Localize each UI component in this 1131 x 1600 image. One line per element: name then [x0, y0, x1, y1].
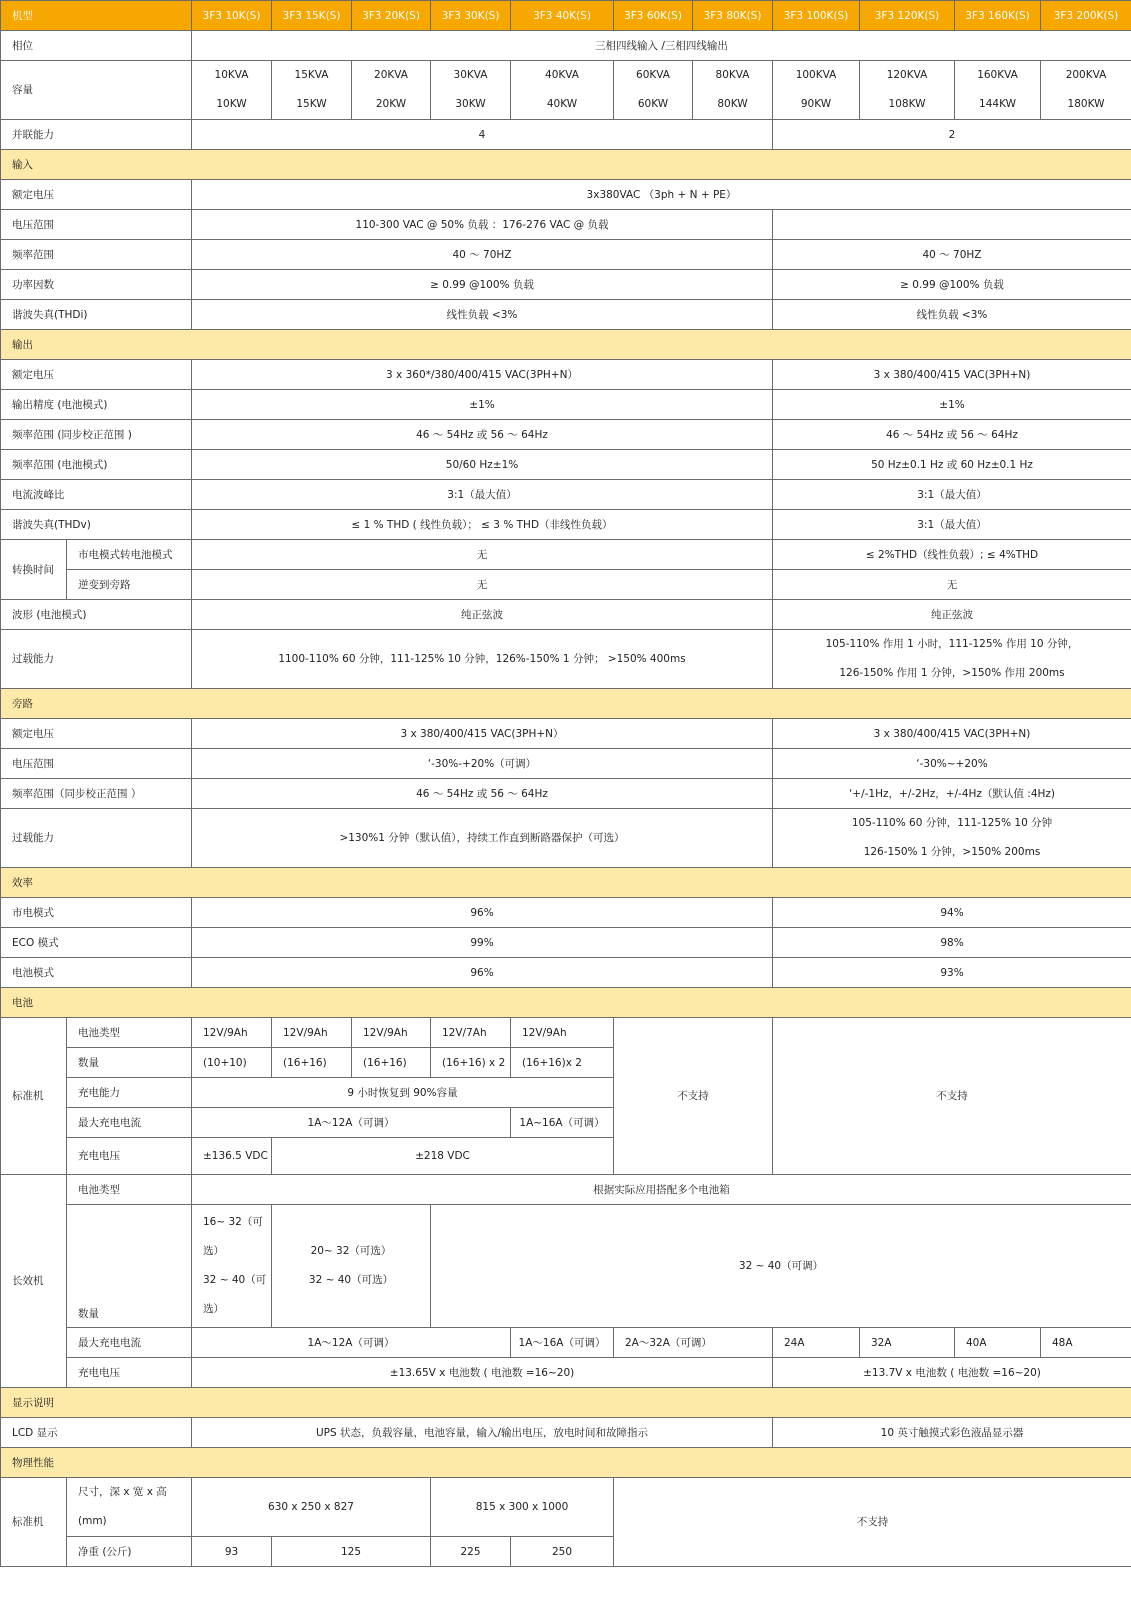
- cell-value: 9 小时恢复到 90%容量: [192, 1078, 614, 1108]
- section-header-output: [1, 330, 1131, 360]
- cell-value: ‘-30%~+20%: [773, 749, 1131, 779]
- cell-value: [773, 630, 1131, 689]
- cell-value: 94%: [773, 898, 1131, 928]
- table-row: [1, 570, 1131, 600]
- row-group-label: 标准机: [1, 1478, 67, 1567]
- row-sublabel: 市电模式转电池模式: [67, 540, 192, 570]
- cell-value: 3 x 380/400/415 VAC(3PH+N): [773, 719, 1131, 749]
- cell-value: ±136.5 VDC: [192, 1138, 272, 1175]
- row-sublabel: 电池类型: [67, 1175, 192, 1205]
- cell-value: 40A: [955, 1328, 1041, 1358]
- table-row: [1, 898, 1131, 928]
- table-row: [1, 749, 1131, 779]
- capacity-kw: 15KW: [296, 98, 327, 110]
- capacity-kw: 108KW: [888, 98, 926, 110]
- cell-value: 24A: [773, 1328, 860, 1358]
- table-row: [1, 31, 1131, 61]
- row-sublabel: 数量: [67, 1048, 192, 1078]
- table-row: [1, 120, 1131, 150]
- row-sublabel: 充电能力: [67, 1078, 192, 1108]
- cell-value: 46 ～ 54Hz 或 56 ～ 64Hz: [773, 420, 1131, 450]
- table-row: [1, 240, 1131, 270]
- capacity-kva: 20KVA: [374, 69, 408, 81]
- cell-value: 46 ～ 54Hz 或 56 ～ 64Hz: [192, 779, 773, 809]
- model-name: 3F3 10K(S): [192, 1, 272, 31]
- cell-value: 1A～16A（可调）: [511, 1328, 614, 1358]
- capacity-kw: 90KW: [800, 98, 832, 110]
- section-header-display: [1, 1388, 1131, 1418]
- cell-value: 815 x 300 x 1000: [431, 1478, 614, 1537]
- table-row: [1, 420, 1131, 450]
- dim-label-line: 尺寸，深 x 宽 x 高: [78, 1486, 167, 1498]
- cell-value: 10 英寸触摸式彩色液晶显示器: [773, 1418, 1131, 1448]
- header-row: [1, 1, 1131, 31]
- qty-line: 32 ~ 40（可: [203, 1274, 267, 1286]
- row-label: 电压范围: [1, 210, 192, 240]
- row-label: 频率范围 (电池模式): [1, 450, 192, 480]
- cell-value: ±13.7V x 电池数 ( 电池数 =16~20): [773, 1358, 1131, 1388]
- capacity-cell: [955, 61, 1041, 120]
- cell-value: 99%: [192, 928, 773, 958]
- cell-value: 1A～12A（可调）: [192, 1328, 511, 1358]
- cell-value: 110-300 VAC @ 50% 负载 ：176-276 VAC @ 负载: [192, 210, 773, 240]
- cell-value: ‘-30%-+20%（可调）: [192, 749, 773, 779]
- capacity-cell: [431, 61, 511, 120]
- table-row: [1, 390, 1131, 420]
- table-row: [1, 928, 1131, 958]
- capacity-kva: 15KVA: [294, 69, 329, 81]
- cell-value: 40 ～ 70HZ: [773, 240, 1131, 270]
- row-label: 输出精度 (电池模式): [1, 390, 192, 420]
- capacity-kva: 120KVA: [886, 69, 928, 81]
- row-label: 谐波失真(THDi): [1, 300, 192, 330]
- table-row: [1, 510, 1131, 540]
- capacity-kva: 100KVA: [795, 69, 837, 81]
- model-name: 3F3 40K(S): [511, 1, 614, 31]
- row-label: 并联能力: [1, 120, 192, 150]
- capacity-cell: [1041, 61, 1131, 120]
- row-label: 过载能力: [1, 809, 192, 868]
- section-title: 旁路: [1, 689, 1131, 719]
- row-group-label: 长效机: [1, 1175, 67, 1388]
- cell-value: 1A～12A（可调）: [192, 1108, 511, 1138]
- cell-value: 3 x 380/400/415 VAC(3PH+N): [773, 360, 1131, 390]
- capacity-cell: [352, 61, 431, 120]
- cell-value: 50 Hz±0.1 Hz 或 60 Hz±0.1 Hz: [773, 450, 1131, 480]
- cell-value: 3:1（最大值）: [773, 480, 1131, 510]
- section-header-physical: [1, 1448, 1131, 1478]
- cell-value: 32A: [860, 1328, 955, 1358]
- capacity-cell: [192, 61, 272, 120]
- cell-value: 纯正弦波: [773, 600, 1131, 630]
- table-row: [1, 1418, 1131, 1448]
- capacity-kw: 10KW: [216, 98, 247, 110]
- cell-value: 不支持: [614, 1478, 1131, 1567]
- table-row: [1, 450, 1131, 480]
- cell-value: (16+16): [272, 1048, 352, 1078]
- cell-value: 96%: [192, 958, 773, 988]
- cell-value: 630 x 250 x 827: [192, 1478, 431, 1537]
- row-sublabel: 逆变到旁路: [67, 570, 192, 600]
- cell-value: ±13.65V x 电池数 ( 电池数 =16~20): [192, 1358, 773, 1388]
- cell-value: 12V/9Ah: [511, 1018, 614, 1048]
- table-row: [1, 1018, 1131, 1048]
- cell-value: 46 ～ 54Hz 或 56 ～ 64Hz: [192, 420, 773, 450]
- cell-value: UPS 状态，负载容量，电池容量，输入/输出电压，放电时间和故障指示: [192, 1418, 773, 1448]
- row-label: 额定电压: [1, 360, 192, 390]
- row-sublabel: 充电电压: [67, 1358, 192, 1388]
- section-title: 输出: [1, 330, 1131, 360]
- cell-value: 12V/9Ah: [352, 1018, 431, 1048]
- row-label: 频率范围（同步校正范围 ）: [1, 779, 192, 809]
- section-header-bypass: [1, 689, 1131, 719]
- section-title: 物理性能: [1, 1448, 1131, 1478]
- table-row: [1, 180, 1131, 210]
- capacity-kw: 144KW: [979, 98, 1016, 110]
- table-row: [1, 600, 1131, 630]
- row-label: 过载能力: [1, 630, 192, 689]
- row-label: 频率范围 (同步校正范围 ): [1, 420, 192, 450]
- capacity-kw: 20KW: [375, 98, 407, 110]
- table-row: [1, 809, 1131, 868]
- capacity-cell: [511, 61, 614, 120]
- cell-value: [272, 1205, 431, 1328]
- section-title: 效率: [1, 868, 1131, 898]
- capacity-cell: [614, 61, 693, 120]
- dim-label-line: (mm): [78, 1515, 107, 1527]
- overload-line: 126-150% 1 分钟，>150% 200ms: [863, 846, 1041, 858]
- cell-value: (16+16) x 2: [431, 1048, 511, 1078]
- cell-value: ‘+/-1Hz，+/-2Hz，+/-4Hz（默认值 :4Hz): [773, 779, 1131, 809]
- row-sublabel: 最大充电电流: [67, 1108, 192, 1138]
- cell-value: 3:1（最大值）: [192, 480, 773, 510]
- cell-value: 93%: [773, 958, 1131, 988]
- model-name: 3F3 30K(S): [431, 1, 511, 31]
- cell-value: 无: [773, 570, 1131, 600]
- capacity-kva: 60KVA: [636, 69, 670, 81]
- row-label: 谐波失真(THDv): [1, 510, 192, 540]
- cell-value: 3 x 360*/380/400/415 VAC(3PH+N）: [192, 360, 773, 390]
- capacity-kw: 60KW: [637, 98, 669, 110]
- model-name: 3F3 120K(S): [860, 1, 955, 31]
- overload-line: 105-110% 60 分钟，111-125% 10 分钟: [851, 817, 1053, 829]
- qty-line: 选）: [203, 1245, 224, 1257]
- capacity-cell: [693, 61, 773, 120]
- cell-value: 12V/9Ah: [272, 1018, 352, 1048]
- table-row: [1, 1478, 1131, 1537]
- model-name: 3F3 100K(S): [773, 1, 860, 31]
- row-label: 电压范围: [1, 749, 192, 779]
- row-sublabel: 最大充电电流: [67, 1328, 192, 1358]
- cell-value: 125: [272, 1537, 431, 1567]
- overload-line: 126-150% 作用 1 分钟，>150% 作用 200ms: [839, 667, 1065, 679]
- cell-value: 线性负载 <3%: [773, 300, 1131, 330]
- cell-value: ±1%: [773, 390, 1131, 420]
- section-title: 电池: [1, 988, 1131, 1018]
- row-label: 额定电压: [1, 180, 192, 210]
- model-name: 3F3 200K(S): [1041, 1, 1131, 31]
- cell-value: 三相四线输入 /三相四线输出: [192, 31, 1131, 61]
- table-row: [1, 1205, 1131, 1328]
- capacity-cell: [860, 61, 955, 120]
- overload-line: 105-110% 作用 1 小时，111-125% 作用 10 分钟，: [825, 638, 1079, 650]
- cell-value: 根据实际应用搭配多个电池箱: [192, 1175, 1131, 1205]
- section-header-efficiency: [1, 868, 1131, 898]
- model-label: 机型: [1, 1, 192, 31]
- capacity-kva: 40KVA: [545, 69, 579, 81]
- capacity-kva: 30KVA: [453, 69, 488, 81]
- table-row: [1, 1358, 1131, 1388]
- cell-value: 无: [192, 570, 773, 600]
- table-row: [1, 1175, 1131, 1205]
- table-row: [1, 360, 1131, 390]
- cell-value: (16+16)x 2: [511, 1048, 614, 1078]
- model-name: 3F3 60K(S): [614, 1, 693, 31]
- capacity-kva: 160KVA: [977, 69, 1018, 81]
- cell-value: 不支持: [614, 1018, 773, 1175]
- table-row: [1, 958, 1131, 988]
- cell-value: 2: [773, 120, 1131, 150]
- cell-value: 12V/9Ah: [192, 1018, 272, 1048]
- cell-value: 1100-110% 60 分钟，111-125% 10 分钟，126%-150% 1 分钟； >150% 400ms: [192, 630, 773, 689]
- section-title: 显示说明: [1, 1388, 1131, 1418]
- row-label: 电池模式: [1, 958, 192, 988]
- row-label: LCD 显示: [1, 1418, 192, 1448]
- row-label: 容量: [1, 61, 192, 120]
- model-name: 3F3 15K(S): [272, 1, 352, 31]
- model-name: 3F3 80K(S): [693, 1, 773, 31]
- cell-value: (10+10): [192, 1048, 272, 1078]
- cell-value: ±218 VDC: [272, 1138, 614, 1175]
- cell-value: (16+16): [352, 1048, 431, 1078]
- row-sublabel: 净重 (公斤): [67, 1537, 192, 1567]
- table-row: [1, 1328, 1131, 1358]
- capacity-kva: 80KVA: [715, 69, 750, 81]
- cell-value: 3:1（最大值）: [773, 510, 1131, 540]
- row-sublabel: [67, 1478, 192, 1537]
- table-row: [1, 480, 1131, 510]
- section-title: 输入: [1, 150, 1131, 180]
- section-header-battery: [1, 988, 1131, 1018]
- cell-value: 纯正弦波: [192, 600, 773, 630]
- row-sublabel: 数量: [67, 1205, 192, 1328]
- cell-value: 48A: [1041, 1328, 1131, 1358]
- qty-line: 16~ 32（可: [203, 1216, 263, 1228]
- cell-value: ≤ 2%THD（线性负载）; ≤ 4%THD: [773, 540, 1131, 570]
- table-row: [1, 270, 1131, 300]
- capacity-kw: 30KW: [455, 98, 486, 110]
- capacity-kw: 180KW: [1067, 98, 1105, 110]
- table-row: [1, 630, 1131, 689]
- capacity-kva: 200KVA: [1065, 69, 1107, 81]
- cell-value: ±1%: [192, 390, 773, 420]
- cell-value: 12V/7Ah: [431, 1018, 511, 1048]
- row-label: 市电模式: [1, 898, 192, 928]
- cell-value: 225: [431, 1537, 511, 1567]
- row-label: 相位: [1, 31, 192, 61]
- cell-value: 4: [192, 120, 773, 150]
- row-label: 频率范围: [1, 240, 192, 270]
- row-group-label: 转换时间: [1, 540, 67, 600]
- capacity-cell: [272, 61, 352, 120]
- model-name: 3F3 160K(S): [955, 1, 1041, 31]
- row-sublabel: 充电电压: [67, 1138, 192, 1175]
- cell-value: [773, 210, 1131, 240]
- cell-value: >130%1 分钟（默认值），持续工作直到断路器保护（可选）: [192, 809, 773, 868]
- qty-line: 选）: [203, 1303, 224, 1315]
- row-label: 电流波峰比: [1, 480, 192, 510]
- cell-value: ≤ 1 % THD ( 线性负载）； ≤ 3 % THD（非线性负载）: [192, 510, 773, 540]
- model-name: 3F3 20K(S): [352, 1, 431, 31]
- cell-value: 32 ~ 40（可调）: [431, 1205, 1131, 1328]
- cell-value: 无: [192, 540, 773, 570]
- capacity-kva: 10KVA: [214, 69, 249, 81]
- table-row: [1, 540, 1131, 570]
- row-label: 额定电压: [1, 719, 192, 749]
- row-label: 功率因数: [1, 270, 192, 300]
- cell-value: ≥ 0.99 @100% 负载: [192, 270, 773, 300]
- cell-value: 线性负载 <3%: [192, 300, 773, 330]
- row-group-label: 标准机: [1, 1018, 67, 1175]
- cell-value: 1A~16A（可调）: [511, 1108, 614, 1138]
- row-label: ECO 模式: [1, 928, 192, 958]
- table-row: [1, 719, 1131, 749]
- row-sublabel: 电池类型: [67, 1018, 192, 1048]
- cell-value: 93: [192, 1537, 272, 1567]
- cell-value: ≥ 0.99 @100% 负载: [773, 270, 1131, 300]
- table-row: [1, 779, 1131, 809]
- capacity-kw: 80KW: [717, 98, 748, 110]
- capacity-kw: 40KW: [546, 98, 578, 110]
- table-row: [1, 210, 1131, 240]
- capacity-cell: [773, 61, 860, 120]
- cell-value: 250: [511, 1537, 614, 1567]
- cell-value: 2A～32A（可调）: [614, 1328, 773, 1358]
- cell-value: 3x380VAC （3ph + N + PE）: [192, 180, 1131, 210]
- table-row: [1, 61, 1131, 120]
- section-header-input: [1, 150, 1131, 180]
- cell-value: 40 ～ 70HZ: [192, 240, 773, 270]
- cell-value: [192, 1205, 272, 1328]
- cell-value: 不支持: [773, 1018, 1131, 1175]
- qty-line: 32 ~ 40（可选）: [308, 1274, 394, 1286]
- qty-line: 20~ 32（可选）: [310, 1245, 392, 1257]
- cell-value: [773, 809, 1131, 868]
- table-row: [1, 300, 1131, 330]
- cell-value: 3 x 380/400/415 VAC(3PH+N）: [192, 719, 773, 749]
- cell-value: 98%: [773, 928, 1131, 958]
- cell-value: 96%: [192, 898, 773, 928]
- row-label: 波形 (电池模式): [1, 600, 192, 630]
- cell-value: 50/60 Hz±1%: [192, 450, 773, 480]
